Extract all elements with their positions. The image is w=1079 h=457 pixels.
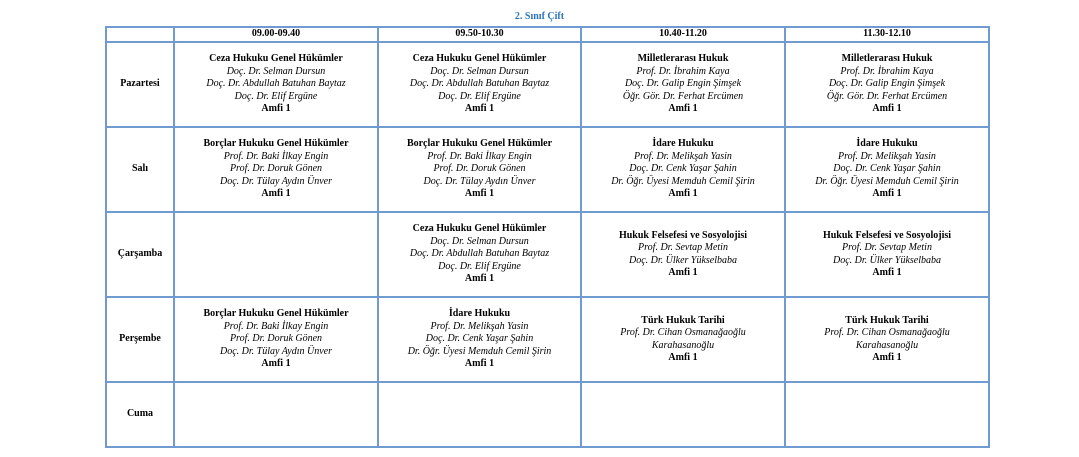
class-cell bbox=[378, 42, 581, 127]
instructor-name: Doç. Dr. Selman Dursun bbox=[430, 65, 529, 77]
instructor-name: Öğr. Gör. Dr. Ferhat Ercümen bbox=[826, 90, 948, 102]
class-cell bbox=[378, 127, 581, 212]
schedule-row bbox=[106, 42, 989, 127]
instructor-name: Doç. Dr. Cenk Yaşar Şahin bbox=[629, 163, 737, 175]
instructor-name: Dr. Öğr. Üyesi Memduh Cemil Şirin bbox=[407, 345, 552, 357]
room-label: Amfi 1 bbox=[872, 267, 902, 278]
room-label: Amfi 1 bbox=[668, 103, 698, 115]
course-name: Borçlar Hukuku Genel Hükümler bbox=[203, 138, 349, 150]
course-name: Borçlar Hukuku Genel Hükümler bbox=[406, 138, 553, 150]
instructor-name: Karahasanoğlu bbox=[855, 339, 919, 351]
instructor-name: Prof. Dr. İbrahim Kaya bbox=[840, 65, 934, 77]
instructor-name: Prof. Dr. Doruk Gönen bbox=[229, 333, 323, 345]
instructor-name: Prof. Dr. Melikşah Yasin bbox=[430, 320, 529, 332]
schedule-row bbox=[106, 297, 989, 382]
course-name: Türk Hukuk Tarihi bbox=[845, 314, 929, 326]
instructor-name: Doç. Dr. Galip Engin Şimşek bbox=[828, 78, 946, 90]
day-label: Çarşamba bbox=[106, 212, 174, 297]
course-name: Türk Hukuk Tarihi bbox=[641, 314, 725, 326]
room-label: Amfi 1 bbox=[464, 273, 495, 285]
course-name: İdare Hukuku bbox=[856, 138, 918, 150]
class-cell bbox=[174, 297, 378, 382]
schedule-row bbox=[106, 212, 989, 297]
day-label: Pazartesi bbox=[106, 42, 174, 127]
empty-cell bbox=[174, 382, 378, 447]
instructor-name: Prof. Dr. Baki İlkay Engin bbox=[427, 150, 532, 162]
schedule-table bbox=[105, 26, 990, 448]
course-name: Milletlerarası Hukuk bbox=[637, 53, 729, 65]
course-name: Hukuk Felsefesi ve Sosyolojisi bbox=[618, 229, 748, 241]
empty-cell bbox=[581, 382, 785, 447]
instructor-name: Doç. Dr. Ülker Yükselbaba bbox=[832, 254, 942, 266]
class-cell bbox=[581, 297, 785, 382]
room-label: Amfi 1 bbox=[261, 103, 291, 115]
course-name: Milletlerarası Hukuk bbox=[841, 53, 933, 65]
corner-cell bbox=[106, 27, 174, 42]
instructor-name: Prof. Dr. İbrahim Kaya bbox=[636, 65, 730, 77]
time-slot-header: 10.40-11.20 bbox=[581, 27, 785, 42]
instructor-name: Doç. Dr. Elif Ergüne bbox=[438, 90, 521, 102]
instructor-name: Doç. Dr. Selman Dursun bbox=[226, 65, 326, 77]
instructor-name: Doç. Dr. Cenk Yaşar Şahin bbox=[425, 333, 534, 345]
instructor-name: Prof. Dr. Cihan Osmanağaoğlu bbox=[620, 327, 746, 338]
instructor-name: Prof. Dr. Melikşah Yasin bbox=[634, 150, 732, 162]
instructor-name: Dr. Öğr. Üyesi Memduh Cemil Şirin bbox=[815, 175, 959, 187]
empty-cell bbox=[174, 212, 378, 297]
instructor-name: Dr. Öğr. Üyesi Memduh Cemil Şirin bbox=[611, 175, 755, 187]
header-row bbox=[106, 27, 989, 42]
instructor-name: Karahasanoğlu bbox=[651, 339, 715, 351]
instructor-name: Doç. Dr. Abdullah Batuhan Baytaz bbox=[409, 248, 550, 260]
room-label: Amfi 1 bbox=[261, 358, 291, 370]
class-cell bbox=[785, 127, 989, 212]
course-name: Ceza Hukuku Genel Hükümler bbox=[412, 53, 547, 65]
time-slot-header: 11.30-12.10 bbox=[785, 27, 989, 42]
instructor-name: Doç. Dr. Tülay Aydın Ünver bbox=[219, 175, 333, 187]
class-cell bbox=[378, 297, 581, 382]
room-label: Amfi 1 bbox=[464, 358, 495, 370]
course-name: Borçlar Hukuku Genel Hükümler bbox=[203, 308, 349, 320]
course-name: Hukuk Felsefesi ve Sosyolojisi bbox=[822, 229, 952, 241]
instructor-name: Prof. Dr. Cihan Osmanağaoğlu bbox=[824, 327, 950, 338]
instructor-name: Prof. Dr. Melikşah Yasin bbox=[838, 150, 936, 162]
instructor-name: Doç. Dr. Abdullah Batuhan Baytaz bbox=[206, 78, 346, 90]
empty-cell bbox=[378, 382, 581, 447]
instructor-name: Doç. Dr. Selman Dursun bbox=[430, 235, 529, 247]
course-name: Ceza Hukuku Genel Hükümler bbox=[412, 223, 547, 235]
instructor-name: Doç. Dr. Tülay Aydın Ünver bbox=[219, 345, 333, 357]
class-cell bbox=[174, 127, 378, 212]
time-slot-header: 09.00-09.40 bbox=[174, 27, 378, 42]
instructor-name: Doç. Dr. Ülker Yükselbaba bbox=[628, 254, 738, 266]
class-cell bbox=[581, 42, 785, 127]
empty-cell bbox=[785, 382, 989, 447]
instructor-name: Öğr. Gör. Dr. Ferhat Ercümen bbox=[622, 90, 744, 102]
room-label: Amfi 1 bbox=[668, 352, 698, 363]
instructor-name: Doç. Dr. Galip Engin Şimşek bbox=[624, 78, 742, 90]
instructor-name: Doç. Dr. Elif Ergüne bbox=[234, 90, 318, 102]
course-name: Ceza Hukuku Genel Hükümler bbox=[209, 53, 343, 65]
room-label: Amfi 1 bbox=[872, 188, 902, 200]
class-cell bbox=[785, 42, 989, 127]
day-label: Perşembe bbox=[106, 297, 174, 382]
instructor-name: Doç. Dr. Cenk Yaşar Şahin bbox=[833, 163, 941, 175]
course-name: İdare Hukuku bbox=[652, 138, 714, 150]
class-cell bbox=[581, 212, 785, 297]
time-slot-header: 09.50-10.30 bbox=[378, 27, 581, 42]
page-title: 2. Sınıf Çift bbox=[514, 11, 565, 22]
instructor-name: Doç. Dr. Abdullah Batuhan Baytaz bbox=[409, 78, 550, 90]
room-label: Amfi 1 bbox=[261, 188, 291, 200]
day-label: Cuma bbox=[106, 382, 174, 447]
room-label: Amfi 1 bbox=[872, 352, 902, 363]
instructor-name: Doç. Dr. Elif Ergüne bbox=[438, 260, 521, 272]
class-cell bbox=[174, 42, 378, 127]
instructor-name: Prof. Dr. Baki İlkay Engin bbox=[223, 320, 329, 332]
room-label: Amfi 1 bbox=[464, 103, 495, 115]
instructor-name: Doç. Dr. Tülay Aydın Ünver bbox=[423, 175, 536, 187]
room-label: Amfi 1 bbox=[464, 188, 495, 200]
course-name: İdare Hukuku bbox=[448, 308, 511, 320]
room-label: Amfi 1 bbox=[668, 267, 698, 278]
instructor-name: Prof. Dr. Baki İlkay Engin bbox=[223, 150, 329, 162]
class-cell bbox=[785, 297, 989, 382]
schedule-row bbox=[106, 127, 989, 212]
instructor-name: Prof. Dr. Doruk Gönen bbox=[433, 163, 526, 175]
class-cell bbox=[378, 212, 581, 297]
schedule-row bbox=[106, 382, 989, 447]
class-cell bbox=[785, 212, 989, 297]
instructor-name: Prof. Dr. Sevtap Metin bbox=[638, 242, 728, 253]
class-cell bbox=[581, 127, 785, 212]
room-label: Amfi 1 bbox=[668, 188, 698, 200]
day-label: Salı bbox=[106, 127, 174, 212]
instructor-name: Prof. Dr. Doruk Gönen bbox=[229, 163, 323, 175]
instructor-name: Prof. Dr. Sevtap Metin bbox=[842, 242, 932, 253]
room-label: Amfi 1 bbox=[872, 103, 902, 115]
